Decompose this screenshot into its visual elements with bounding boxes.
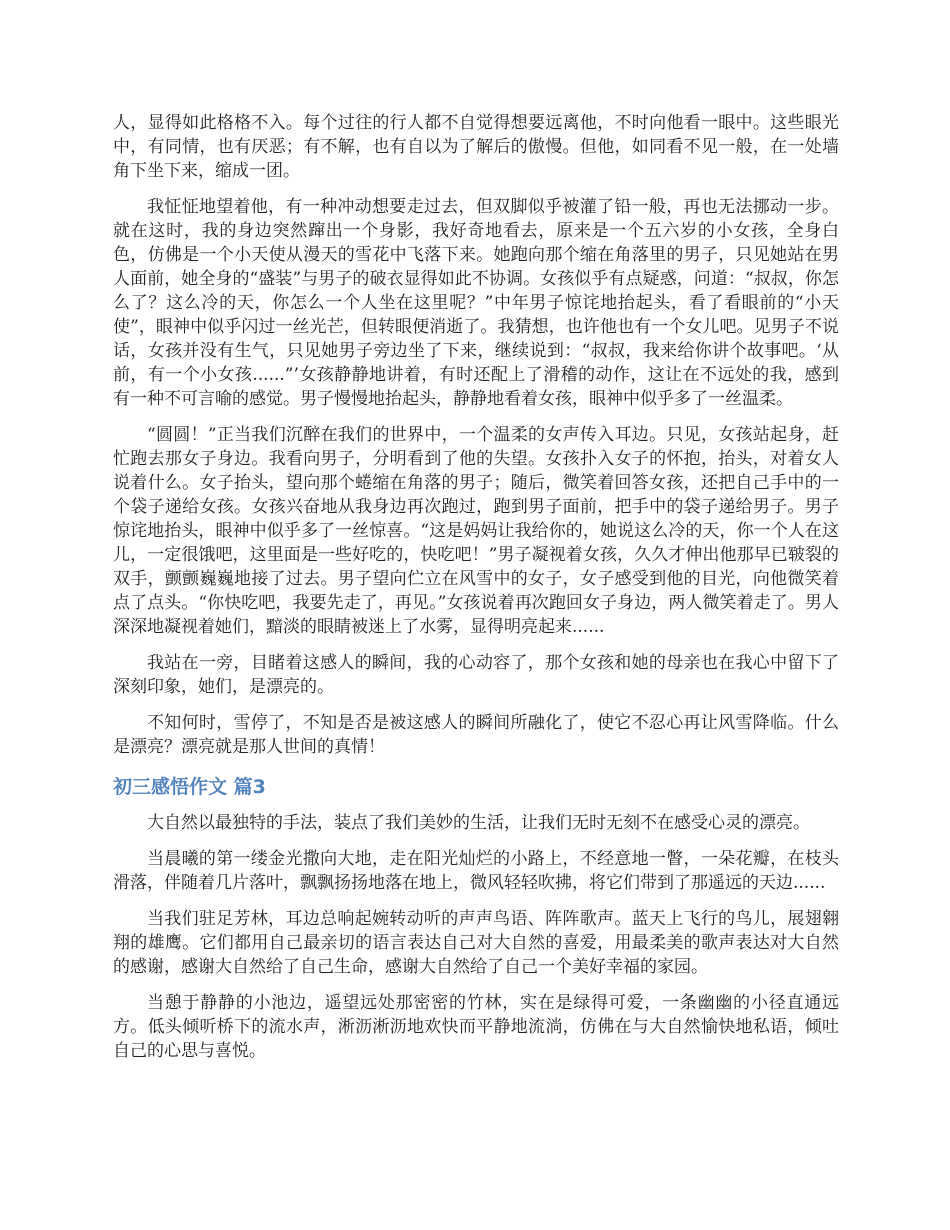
section-heading: 初三感悟作文 篇3	[113, 776, 266, 798]
document-page	[113, 111, 839, 1075]
paragraph-nature-intro: 大自然以最独特的手法，装点了我们美妙的生活，让我们无时无刻不在感受心灵的漂亮。	[147, 813, 810, 833]
paragraph-girl-approaches: 我怔怔地望着他，有一种冲动想要走过去，但双脚似乎被灌了铅一般，再也无法挪动一步。就在这时，我的身边突然蹿出一个身影，我好奇地看去，原来是一个五六岁的小女孩，全身白色，仿佛是一个小天使从漫天的雪花中飞落下来。她跑向那个缩在角落里的男子，只见她站在男人面前，她全身的“盛装”与男子的破衣显得如此不协调。女孩似乎有点疑惑，问道：“叔叔，你怎么了？这么冷的天，你怎么一个人坐在这里呢？”中年男子惊诧地抬起头，看了看眼前的“小天使”，眼神中似乎闪过一丝光芒，但转眼便消逝了。我猜想，也许他也有一个女儿吧。见男子不说话，女孩并没有生气，只见她男子旁边坐了下来，继续说到：“叔叔，我来给你讲个故事吧。‘从前，有一个小女孩......”’女孩静静地讲着，有时还配上了滑稽的动作，这让在不远处的我，感到有一种不可言喻的感觉。男子慢慢地抬起头，静静地看着女孩，眼神中似乎多了一丝温柔。	[113, 197, 839, 409]
paragraph-pond-bamboo: 当憩于静静的小池边，遥望远处那密密的竹林，实在是绿得可爱，一条幽幽的小径直通远方。低头倾听桥下的流水声，淅沥淅沥地欢快而平静地流淌，仿佛在与大自然愉快地私语，倾吐自己的心思与喜悦。	[113, 993, 839, 1061]
paragraph-witness: 我站在一旁，目睹着这感人的瞬间，我的心动容了，那个女孩和她的母亲也在我心中留下了深刻印象，她们，是漂亮的。	[113, 653, 839, 697]
paragraph-birdsong: 当我们驻足芳林，耳边总响起婉转动听的声声鸟语、阵阵歌声。蓝天上飞行的鸟儿，展翅翱翔的雄鹰。它们都用自己最亲切的语言表达自己对大自然的喜爱，用最柔美的歌声表达对大自然的感谢，感谢大自然给了自己生命，感谢大自然给了自己一个美好幸福的家园。	[113, 909, 839, 977]
paragraph-continuation: 人，显得如此格格不入。每个过往的行人都不自觉得想要远离他，不时向他看一眼中。这些眼光中，有同情，也有厌恶；有不解，也有自以为了解后的傲慢。但他，如同看不见一般，在一处墙角下坐下来，缩成一团。	[113, 113, 839, 181]
paragraph-mother-appears: “圆圆！”正当我们沉醉在我们的世界中，一个温柔的女声传入耳边。只见，女孩站起身，赶忙跑去那女子身边。我看向男子，分明看到了他的失望。女孩扑入女子的怀抱，抬头，对着女人说着什么。女子抬头，望向那个蜷缩在角落的男子；随后，微笑着回答女孩，还把自己手中的一个袋子递给女孩。女孩兴奋地从我身边再次跑过，跑到男子面前，把手中的袋子递给男子。男子惊诧地抬头，眼神中似乎多了一丝惊喜。“这是妈妈让我给你的，她说这么冷的天，你一个人在这儿，一定很饿吧，这里面是一些好吃的，快吃吧！”男子凝视着女孩，久久才伸出他那早已皲裂的双手，颤颤巍巍地接了过去。男子望向伫立在风雪中的女子，女子感受到他的目光，向他微笑着点了点头。“你快吃吧，我要先走了，再见。”女孩说着再次跑回女子身边，两人微笑着走了。男人深深地凝视着她们，黯淡的眼睛被迷上了水雾，显得明亮起来......	[113, 425, 839, 637]
paragraph-snow-stops: 不知何时，雪停了，不知是否是被这感人的瞬间所融化了，使它不忍心再让风雪降临。什么是漂亮？漂亮就是那人世间的真情！	[113, 713, 839, 757]
paragraph-morning-light: 当晨曦的第一缕金光撒向大地，走在阳光灿烂的小路上，不经意地一瞥，一朵花瓣，在枝头滑落，伴随着几片落叶，飘飘扬扬地落在地上，微风轻轻吹拂，将它们带到了那遥远的天边......	[113, 849, 839, 893]
